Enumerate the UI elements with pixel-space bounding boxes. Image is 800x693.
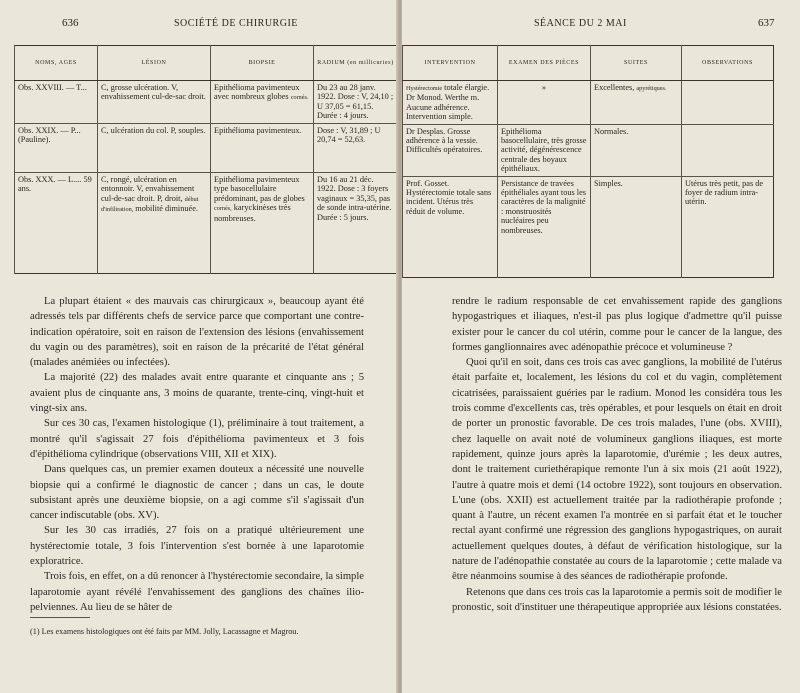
- table-cell: C, rongé, ulcération en entonnoir. V, envahissement cul-de-sac droit. P, droit, début d'infiltration, mobilité diminuée.: [98, 173, 211, 274]
- table-cell: Dose : V, 31,89 ; U 20,74 = 52,63.: [314, 124, 398, 173]
- table-cell: Obs. XXVIII. — T...: [15, 81, 98, 124]
- table-cell: [682, 124, 774, 176]
- table-cell: Epithélioma pavimenteux type basocellulaire prédominant, pas de globes cornés, karyckinèses très nombreuses.: [211, 173, 314, 274]
- running-head: SOCIÉTÉ DE CHIRURGIE: [174, 18, 298, 29]
- table-cell: Obs. XXIX. — P... (Pauline).: [15, 124, 98, 173]
- paragraph: Sur les 30 cas irradiés, 27 fois on a pratiqué ultérieurement une hystérectomie totale, 3 fois l'intervention s'est bornée à une laparotomie exploratrice.: [30, 525, 364, 568]
- observations-table-left: [14, 45, 398, 274]
- paragraph: Quoi qu'il en soit, dans ces trois cas avec ganglions, la mobilité de l'utérus était parfaite et, localement, les lésions du col et du vagin, complètement cicatrisées, paraissaient guéries par le radium. Monod les considéra tous les trois comme d'excellents cas, très opérables, et pour lesquels on était en droit de porter un pronostic favorable. De ces trois malades, l'une (obs. XVIII), chez laquelle on avait noté de volumineux ganglions iliaques, est morte rapidement, quinze jours après la laparotomie, d'urémie ; les deux autres, dont le traitement curiethérapique remonte l'un à six mois (21 août 1922), l'autre à quatre mois et demi (14 octobre 1922), sont toujours en observation. L'une (obs. XXII) est actuellement traitée par la radiothérapie profonde ; quant à l'autre, un récent examen l'a montrée en si parfait état et le toucher rectal ayant confirmé une régression des ganglions hypogastriques, on aurait actuellement quelques doutes, à défaut de vérification histologique, sur la nature de l'adénopathie constatée au cours de la laparotomie ; cette malade va être néanmoins soumise à des séances de radiothérapie profonde.: [452, 357, 782, 583]
- table-row: [403, 81, 774, 125]
- table-cell: C, grosse ulcération. V, envahissement cul-de-sac droit.: [98, 81, 211, 124]
- running-head: SÉANCE DU 2 MAI: [534, 18, 627, 29]
- column-header: INTERVENTION: [403, 46, 498, 81]
- column-header: LÉSION: [98, 46, 211, 81]
- paragraph: rendre le radium responsable de cet envahissement rapide des ganglions hypogastriques et iliaques, n'est-il pas plus logique d'admettre qu'il puisse exister pour le cancer du col utérin, comme pour le cancer de la langue, des formes ganglionnaires avec adénopathie précoce et volumineuse ?: [452, 296, 782, 353]
- table-row: [15, 173, 398, 274]
- paragraph: La plupart étaient « des mauvais cas chirurgicaux », beaucoup ayant été adressés tels par différents chefs de service parce que comportant une contre-indication opératoire, soit en raison de l'extension des lésions (envahissement du vagin ou des paramètres), soit en raison de la précarité de l'état général (malades anémiées ou infectées).: [30, 296, 364, 369]
- column-header: EXAMEN DES PIÈCES: [498, 46, 591, 81]
- table-cell: Utérus très petit, pas de foyer de radium intra-utérin.: [682, 176, 774, 277]
- column-header: NOMS, AGES: [15, 46, 98, 81]
- paragraph: Dans quelques cas, un premier examen douteux a nécessité une nouvelle biopsie qui a confirmé le diagnostic de cancer ; dans un cas, le doute subsistant après une deuxième biopsie, on a agi comme s'il s'agissait d'un cancer indiscutable (obs. XV).: [30, 464, 364, 522]
- table-cell: Epithélioma basocellulaire, très grosse activité, dégénérescence centrale des boyaux épithéliaux.: [498, 124, 591, 176]
- table-cell: Simples.: [591, 176, 682, 277]
- column-header: BIOPSIE: [211, 46, 314, 81]
- paragraph: Retenons que dans ces trois cas la laparotomie a permis soit de modifier le pronostic, soit d'instituer une thérapeutique appropriée aux lésions constatées.: [452, 586, 782, 613]
- table-cell: Normales.: [591, 124, 682, 176]
- table-row: [403, 176, 774, 277]
- right-page: [402, 0, 800, 693]
- page-number: 636: [62, 17, 79, 29]
- paragraph: Sur ces 30 cas, l'examen histologique (1), préliminaire à tout traitement, a montré qu'il s'agissait 27 fois d'épithélioma pavimenteux et 3 fois d'épithélioma cylindrique (observations VIII, XII et XIX).: [30, 418, 364, 460]
- page-number: 637: [758, 17, 775, 29]
- table-cell: Epithélioma pavimenteux.: [211, 124, 314, 173]
- paragraph: La majorité (22) des malades avait entre quarante et cinquante ans ; 5 avaient plus de cinquante ans, 3 moins de quarante, trente-cinq, vingt-huit et vingt-six ans.: [30, 372, 364, 415]
- footnote: (1) Les examens histologiques ont été faits par MM. Jolly, Lacassagne et Magrou.: [30, 627, 299, 636]
- table-row: [15, 124, 398, 173]
- table-cell: Epithélioma pavimenteux avec nombreux globes cornés.: [211, 81, 314, 124]
- table-cell: Persistance de travées épithéliales ayant tous les caractères de la malignité : monstruosités nucléaires peu nombreuses.: [498, 176, 591, 277]
- table-cell: [682, 81, 774, 125]
- left-page: [0, 0, 398, 693]
- table-cell: Du 23 au 28 janv. 1922. Dose : V, 24,10 ; U 37,05 = 61,15. Durée : 4 jours.: [314, 81, 398, 124]
- table-cell: Hystérectomie totale élargie. Dr Monod. Werthe m. Aucune adhérence. Intervention simple.: [403, 81, 498, 125]
- table-row: [403, 124, 774, 176]
- footnote-rule: [30, 617, 90, 618]
- body-text: [452, 294, 782, 615]
- table-cell: Excellentes, apyrétiques.: [591, 81, 682, 125]
- table-cell: Prof. Gosset. Hystérectomie totale sans incident. Utérus très réduit de volume.: [403, 176, 498, 277]
- observations-table-right: [402, 45, 774, 278]
- column-header: OBSERVATIONS: [682, 46, 774, 81]
- paragraph: Trois fois, en effet, on a dû renoncer à l'hystérectomie secondaire, la simple laparotomie ayant révélé l'envahissement des ganglions des chaînes ilio-pelviennes. Au lieu de se hâter de: [30, 571, 364, 613]
- table-cell: Du 16 au 21 déc. 1922. Dose : 3 foyers vaginaux = 35,35, pas de sonde intra-utérine. Durée : 5 jours.: [314, 173, 398, 274]
- table-cell: »: [498, 81, 591, 125]
- body-text: [30, 294, 364, 615]
- table-row: [15, 81, 398, 124]
- column-header: RADIUM (en millicuries): [314, 46, 398, 81]
- table-cell: Dr Desplas. Grosse adhérence à la vessie. Difficultés opératoires.: [403, 124, 498, 176]
- table-cell: Obs. XXX. — L.... 59 ans.: [15, 173, 98, 274]
- column-header: SUITES: [591, 46, 682, 81]
- table-cell: C, ulcération du col. P, souples.: [98, 124, 211, 173]
